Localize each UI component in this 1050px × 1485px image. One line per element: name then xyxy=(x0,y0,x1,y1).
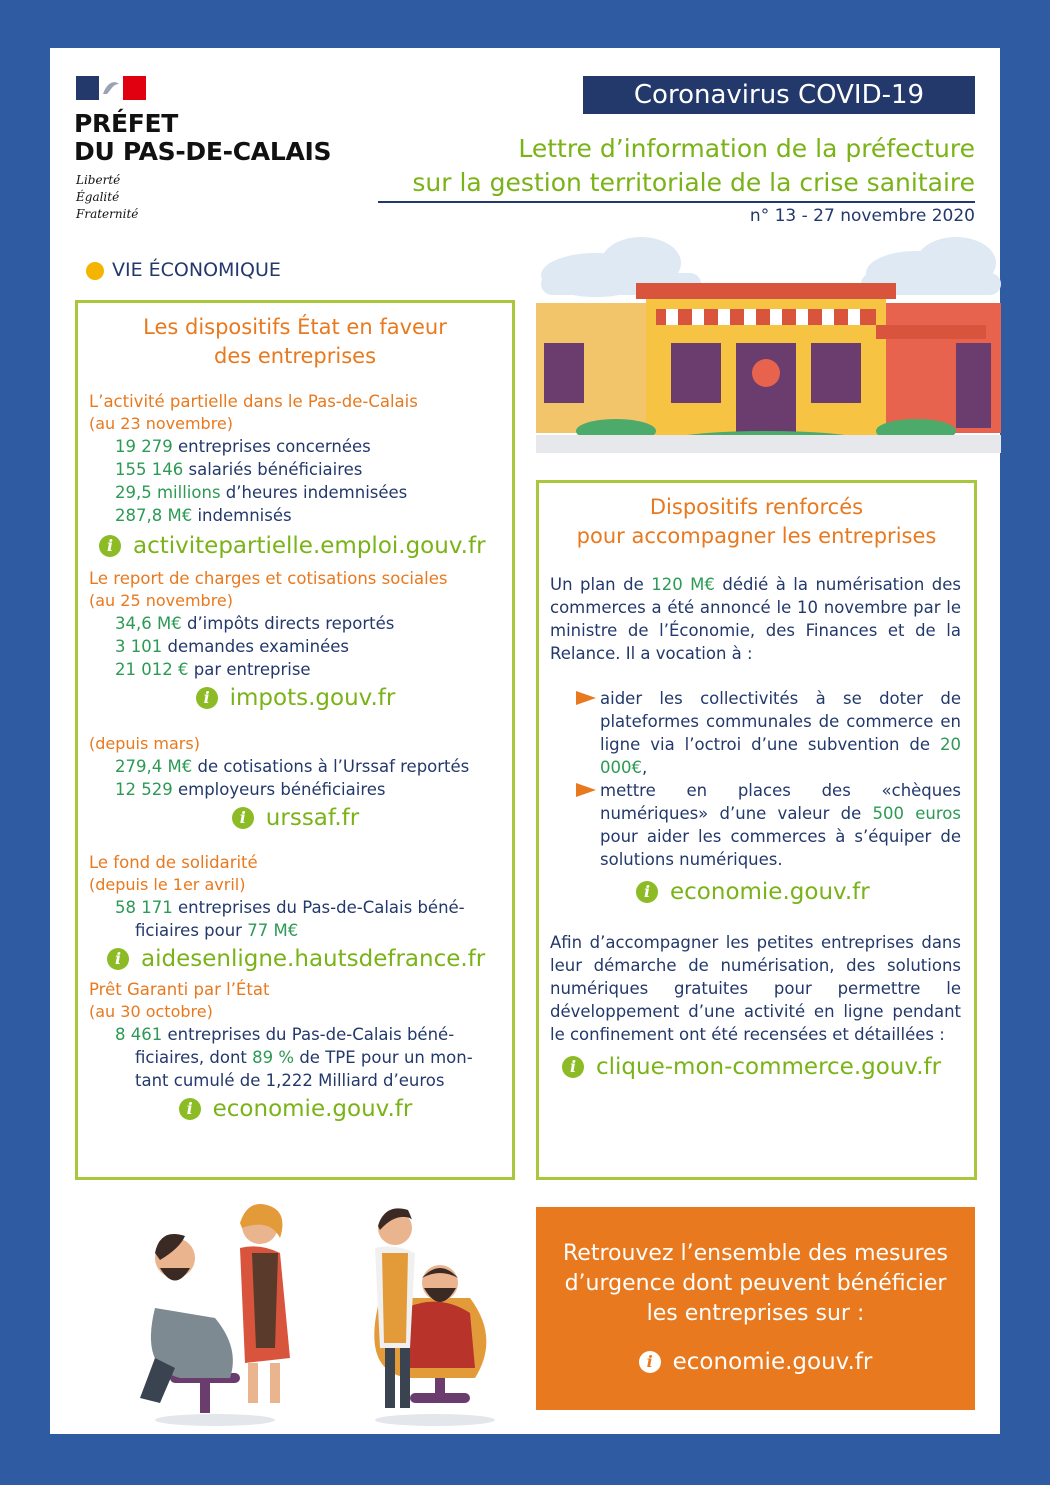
stat-text: entreprises du Pas-de-Calais béné- xyxy=(167,1025,455,1044)
cta-box xyxy=(536,1207,975,1410)
motto-egalite: Égalité xyxy=(76,190,120,204)
info-icon: i xyxy=(639,1351,661,1373)
section-label: VIE ÉCONOMIQUE xyxy=(112,259,281,281)
stat-text: de TPE pour un mon- xyxy=(299,1048,473,1067)
stat-value: 21 012 € xyxy=(115,660,189,679)
aidesenligne-link-text[interactable]: aidesenligne.hautsdefrance.fr xyxy=(141,946,486,972)
cta-line2: d’urgence dont peuvent bénéficier xyxy=(564,1271,947,1296)
urssaf-link-text[interactable]: urssaf.fr xyxy=(265,805,360,831)
state-aid-title-line1: Les dispositifs État en faveur xyxy=(143,315,447,339)
info-icon: i xyxy=(179,1098,201,1120)
prefet-title xyxy=(74,110,331,166)
intro-text: dédié à la numérisation des commerces a été annoncé le 10 novembre par le ministre de l’Économie, des Finances et de la Relance. Il a vocation à : xyxy=(550,575,961,663)
bullet-text-part: , xyxy=(642,758,648,777)
stat-value: 19 279 xyxy=(115,437,173,456)
stat-line xyxy=(89,755,502,778)
marianne-logo xyxy=(76,76,146,100)
bullet-text xyxy=(600,779,961,871)
info-icon: i xyxy=(99,535,121,557)
cta-link[interactable] xyxy=(536,1349,975,1375)
stat-value: 8 461 xyxy=(115,1025,163,1044)
stat-line xyxy=(89,1046,502,1069)
stat-value: 77 M€ xyxy=(247,921,299,940)
economie-link[interactable] xyxy=(89,1096,502,1122)
hairdresser-illustration xyxy=(120,1198,320,1428)
stat-value: 58 171 xyxy=(115,898,173,917)
cta-line1: Retrouvez l’ensemble des mesures xyxy=(562,1241,949,1266)
digital-aid-box xyxy=(536,480,977,1180)
letter-title-line2: sur la gestion territoriale de la crise sanitaire xyxy=(412,168,975,197)
stat-text: ficiaires pour xyxy=(135,921,242,940)
newsletter-page xyxy=(50,48,1000,1434)
bullet-text-part: mettre en places des «chèques numériques» d’une valeur de xyxy=(600,781,961,823)
stat-line xyxy=(89,612,502,635)
letter-title-line1: Lettre d’information de la préfecture xyxy=(518,134,975,163)
republic-motto xyxy=(76,172,138,223)
stat-text: de cotisations à l’Urssaf reportés xyxy=(197,757,470,776)
urssaf-link[interactable] xyxy=(89,805,502,831)
solidarite-date: (depuis le 1er avril) xyxy=(89,875,246,894)
letter-title xyxy=(370,132,975,200)
bullet-amount: 500 euros xyxy=(872,804,961,823)
stat-value: 12 529 xyxy=(115,780,173,799)
stat-text: tant cumulé de 1,222 Milliard d’euros xyxy=(135,1071,445,1090)
stat-text: entreprises concernées xyxy=(177,437,371,456)
stat-text: par entreprise xyxy=(193,660,311,679)
intro-text: Un plan de xyxy=(550,575,644,594)
state-aid-box xyxy=(75,300,515,1180)
intro-paragraph xyxy=(550,573,961,665)
stat-text: salariés bénéficiaires xyxy=(188,460,363,479)
activite-title: L’activité partielle dans le Pas-de-Calais xyxy=(89,392,418,411)
cta-link-text[interactable]: economie.gouv.fr xyxy=(672,1349,873,1375)
solidarite-title: Le fond de solidarité xyxy=(89,853,258,872)
closed-shops-illustration xyxy=(536,233,1001,453)
clique-mon-commerce-link[interactable] xyxy=(562,1054,961,1080)
stat-line xyxy=(89,778,502,801)
bullet-amount: 20 000€ xyxy=(600,735,961,777)
stat-text: demandes examinées xyxy=(167,637,349,656)
info-icon: i xyxy=(562,1056,584,1078)
stat-text: d’heures indemnisées xyxy=(225,483,408,502)
stat-value: 29,5 millions xyxy=(115,483,221,502)
stat-text: d’impôts directs reportés xyxy=(186,614,395,633)
stat-value: 155 146 xyxy=(115,460,184,479)
report-title: Le report de charges et cotisations sociales xyxy=(89,569,448,588)
impots-link[interactable] xyxy=(89,685,502,711)
info-icon: i xyxy=(107,948,129,970)
stat-value: 89 % xyxy=(252,1048,295,1067)
stat-text: ficiaires, dont xyxy=(135,1048,247,1067)
bullet-text-part: pour aider les commerces à s’équiper de solutions numériques. xyxy=(600,827,961,869)
prefet-line1: PRÉFET xyxy=(74,109,179,138)
stat-line xyxy=(89,635,502,658)
urssaf-date: (depuis mars) xyxy=(89,734,200,753)
activite-date: (au 23 novembre) xyxy=(89,414,234,433)
triangle-bullet-icon xyxy=(576,691,596,705)
stat-line xyxy=(89,1023,502,1046)
stat-text: entreprises du Pas-de-Calais béné- xyxy=(177,898,465,917)
stat-line xyxy=(89,435,502,458)
section-bullet-icon xyxy=(86,262,104,280)
info-icon: i xyxy=(196,687,218,709)
bullet-item xyxy=(576,687,961,779)
stat-line xyxy=(89,896,502,919)
stat-line xyxy=(89,481,502,504)
pge-date: (au 30 octobre) xyxy=(89,1002,213,1021)
pge-title: Prêt Garanti par l’État xyxy=(89,980,270,999)
stat-line xyxy=(89,919,502,942)
stat-value: 3 101 xyxy=(115,637,163,656)
economie-link-right[interactable] xyxy=(636,879,961,905)
prefet-line2: DU PAS-DE-CALAIS xyxy=(74,137,332,166)
activite-link[interactable] xyxy=(99,533,502,559)
digital-aid-title-line1: Dispositifs renforcés xyxy=(649,495,864,519)
activite-link-text[interactable]: activitepartielle.emploi.gouv.fr xyxy=(133,533,486,559)
stat-value: 287,8 M€ xyxy=(115,506,193,525)
impots-link-text[interactable]: impots.gouv.fr xyxy=(229,685,396,711)
cta-line3: les entreprises sur : xyxy=(646,1301,865,1326)
barber-illustration xyxy=(340,1198,520,1428)
state-aid-title-line2: des entreprises xyxy=(213,344,377,368)
economie-link-text[interactable]: economie.gouv.fr xyxy=(212,1096,413,1122)
triangle-bullet-icon xyxy=(576,783,596,797)
economie-link-right-text[interactable]: economie.gouv.fr xyxy=(670,879,870,905)
motto-liberte: Liberté xyxy=(76,173,121,187)
header-divider xyxy=(378,201,975,203)
covid-banner: Coronavirus COVID-19 xyxy=(583,76,975,114)
info-icon: i xyxy=(636,881,658,903)
cta-message xyxy=(536,1239,975,1329)
stat-value: 34,6 M€ xyxy=(115,614,182,633)
issue-number: n° 13 - 27 novembre 2020 xyxy=(749,206,975,226)
info-icon: i xyxy=(232,807,254,829)
stat-line xyxy=(89,1069,502,1092)
bullet-text xyxy=(600,687,961,779)
stat-line xyxy=(89,658,502,681)
stat-text: indemnisés xyxy=(197,506,292,525)
motto-fraternite: Fraternité xyxy=(76,207,139,221)
stat-line xyxy=(89,458,502,481)
stat-value: 279,4 M€ xyxy=(115,757,193,776)
report-date: (au 25 novembre) xyxy=(89,591,234,610)
digital-aid-title-line2: pour accompagner les entreprises xyxy=(576,524,937,548)
bullet-item xyxy=(576,779,961,871)
intro-amount: 120 M€ xyxy=(651,575,715,594)
numerisation-paragraph: Afin d’accompagner les petites entreprises dans leur démarche de numérisation, des solutions numériques gratuites pour permettre le développement d’une activité en ligne pendant le confinement ont été recensées et détaillées : xyxy=(550,933,961,1044)
bullet-text-part: aider les collectivités à se doter de plateformes communales de commerce en ligne via l’octroi d’une subvention de xyxy=(600,689,961,754)
state-aid-title xyxy=(78,313,512,371)
aidesenligne-link[interactable] xyxy=(107,946,502,972)
clique-mon-commerce-link-text[interactable]: clique-mon-commerce.gouv.fr xyxy=(596,1054,942,1080)
stat-text: employeurs bénéficiaires xyxy=(177,780,386,799)
stat-line xyxy=(89,504,502,527)
digital-aid-title xyxy=(539,493,974,551)
